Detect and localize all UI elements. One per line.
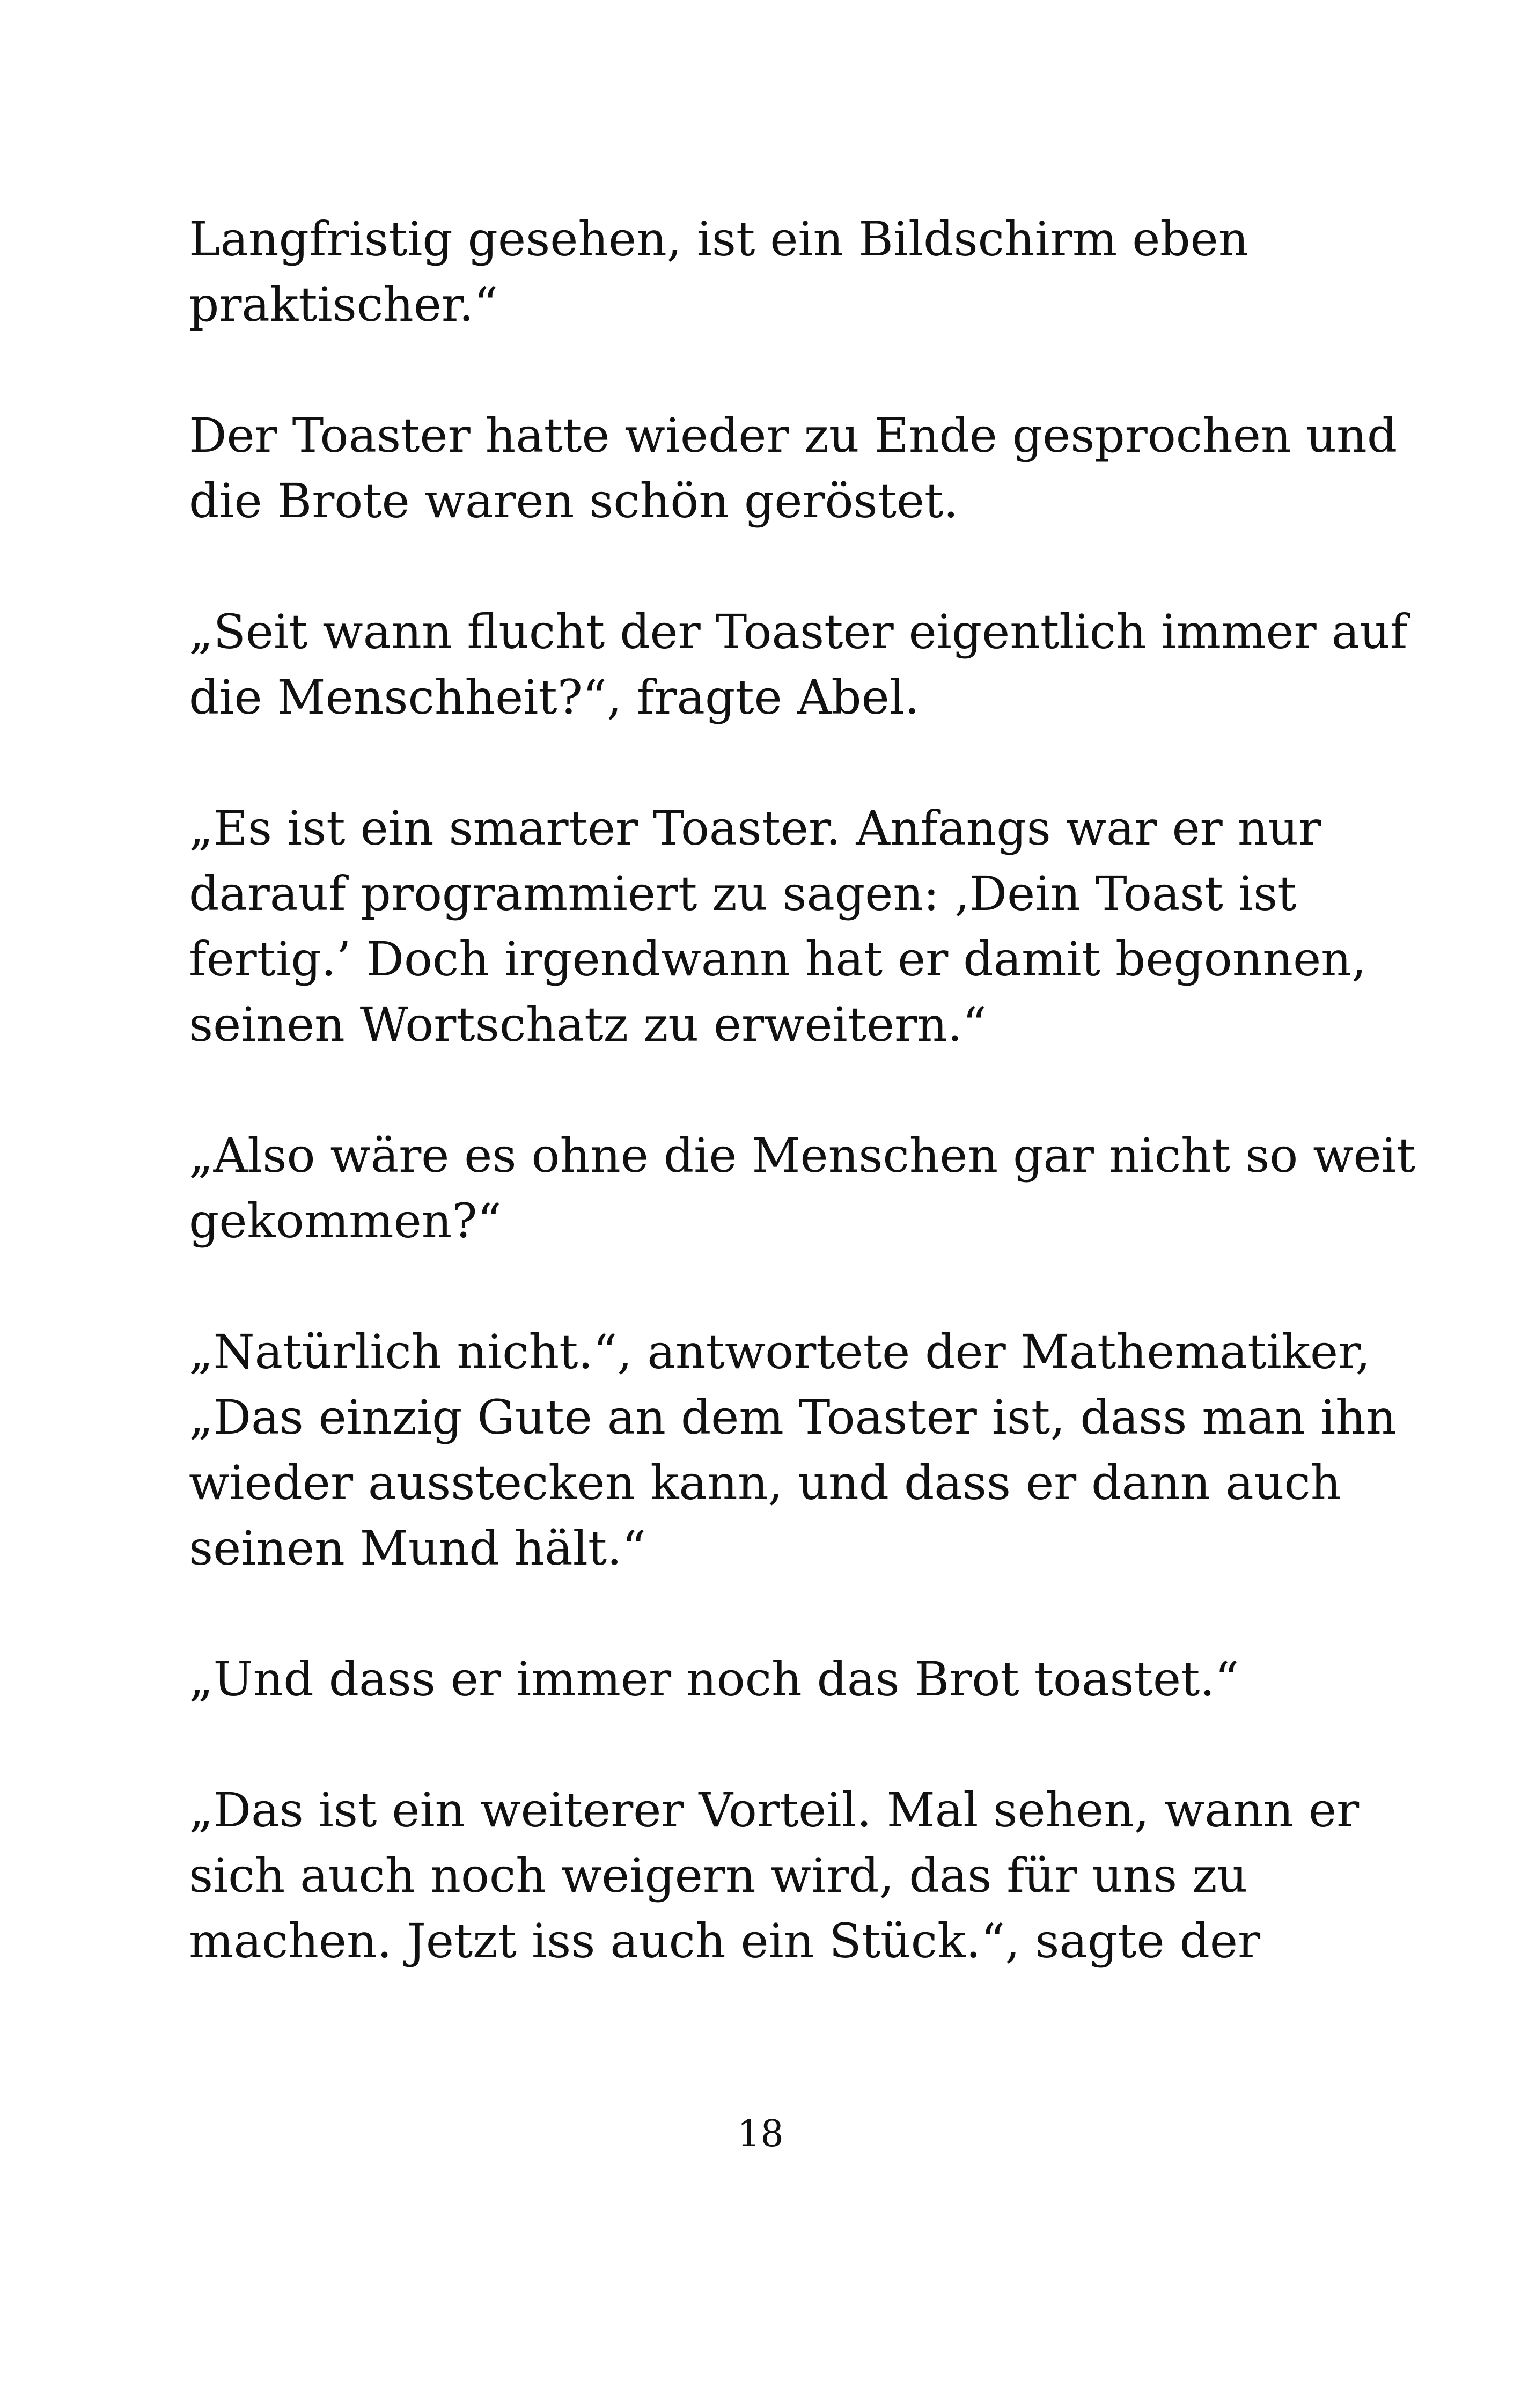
text-line: darauf programmiert zu sagen: ‚Dein Toast ist [189, 866, 1297, 921]
paragraph [189, 207, 1358, 337]
text-line: sich auch noch weigern wird, das für uns zu [189, 1848, 1248, 1903]
body-text [189, 207, 1416, 2039]
text-line: die Menschheit?“, fragte Abel. [189, 670, 920, 725]
text-line: machen. Jetzt iss auch ein Stück.“, sagte der [189, 1913, 1261, 1969]
paragraph [189, 1319, 1397, 1581]
text-line: praktischer.“ [189, 277, 498, 332]
text-line: gekommen?“ [189, 1193, 502, 1249]
text-line: seinen Wortschatz zu erweitern.“ [189, 997, 987, 1052]
paragraph [189, 599, 1408, 730]
text-line: die Brote waren schön geröstet. [189, 473, 959, 528]
text-line: „Also wäre es ohne die Menschen gar nicht so weit [189, 1128, 1416, 1183]
paragraph [189, 1778, 1358, 1974]
text-line: Langfristig gesehen, ist ein Bildschirm eben [189, 211, 1249, 267]
text-line: wieder ausstecken kann, und dass er dann auch [189, 1455, 1341, 1510]
paragraph [189, 1123, 1416, 1254]
text-line: „Es ist ein smarter Toaster. Anfangs war er nur [189, 801, 1321, 856]
text-line: seinen Mund hält.“ [189, 1521, 646, 1576]
text-line: „Das ist ein weiterer Vorteil. Mal sehen, wann er [189, 1782, 1360, 1838]
paragraph [189, 1647, 1358, 1712]
paragraph [189, 796, 1366, 1058]
paragraph [189, 403, 1398, 534]
text-line: Der Toaster hatte wieder zu Ende gesprochen und [189, 408, 1398, 463]
text-line: „Und dass er immer noch das Brot toastet.“ [189, 1651, 1239, 1707]
text-line: „Das einzig Gute an dem Toaster ist, dass man ihn [189, 1390, 1397, 1445]
text-line: fertig.’ Doch irgendwann hat er damit begonnen, [189, 931, 1366, 987]
page-number: 18 [737, 2113, 784, 2155]
text-line: „Natürlich nicht.“, antwortete der Mathematiker, [189, 1324, 1371, 1379]
text-line: „Seit wann flucht der Toaster eigentlich immer auf [189, 604, 1408, 659]
